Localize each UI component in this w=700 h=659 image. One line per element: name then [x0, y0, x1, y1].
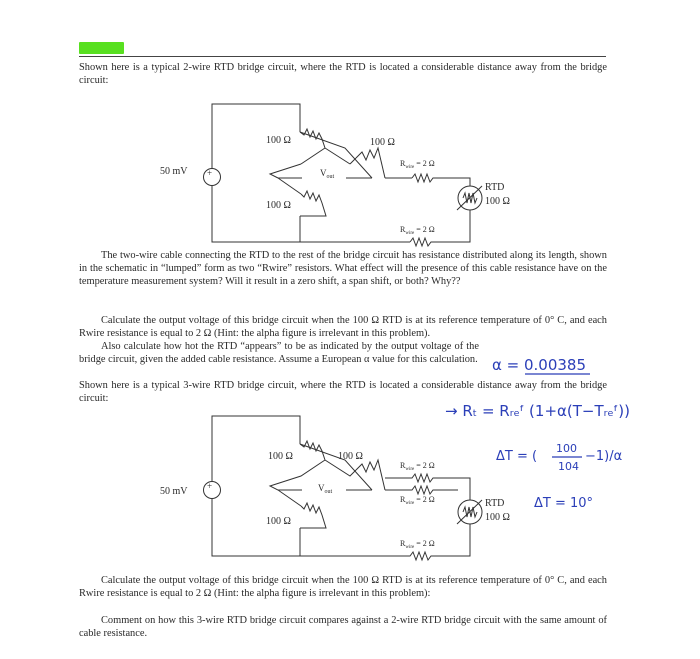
vout-sub: out	[326, 174, 335, 180]
rwire3-val: = 2 Ω	[414, 539, 435, 548]
rwire2-val: = 2 Ω	[414, 495, 435, 504]
r-bottom-left-label: 100 Ω	[266, 200, 291, 211]
rwire3-label: R	[400, 539, 406, 548]
rwire2-sub: wire	[405, 501, 415, 506]
source-label: 50 mV	[160, 166, 188, 177]
cable-question-text: The two-wire cable connecting the RTD to the rest of the bridge circuit has resistance distributed along its length, shown in the schematic in “lumped” form as two “Rwire” resistors. What effect will the presence of this cable resistance have on the temperature measurement system? Will it result in a zero shift, a span shift, or both? Why??	[79, 250, 607, 287]
handwritten-dt-rhs: −1)/α	[585, 449, 623, 464]
rwire-bottom-label: R	[400, 225, 406, 234]
plus-sign: +	[207, 168, 213, 178]
handwritten-rt-equation: → Rₜ = Rᵣₑᶠ (1+α(T−Tᵣₑᶠ))	[445, 402, 630, 420]
rwire1-sub: wire	[405, 467, 415, 472]
r-top-right-label: 100 Ω	[370, 137, 395, 148]
source-label-2: 50 mV	[160, 486, 188, 497]
r-top-right-label-2: 100 Ω	[338, 451, 363, 462]
rwire-top-sub: wire	[405, 165, 415, 170]
calc3-question-text: Calculate the output voltage of this bridge circuit when the 100 Ω RTD is at its reference temperature of 0° C, and each Rwire resistance is equal to 2 Ω (Hint: the alpha figure is irrelevant in this problem):	[79, 575, 607, 599]
rwire3-sub: wire	[405, 545, 415, 550]
vout-label: V	[320, 168, 327, 178]
r-top-left-label: 100 Ω	[266, 135, 291, 146]
rwire-bottom-val: = 2 Ω	[414, 225, 435, 234]
rwire1-label: R	[400, 461, 406, 470]
handwritten-dt-num: 100	[556, 442, 577, 455]
rwire-top-val: = 2 Ω	[414, 159, 435, 168]
rwire-top-label: R	[400, 159, 406, 168]
calc-question-text: Calculate the output voltage of this bridge circuit when the 100 Ω RTD is at its reference temperature of 0° C, and each Rwire resistance is equal to 2 Ω (Hint: the alpha figure is irrelevant in this problem).	[79, 315, 607, 339]
vout-label-2: V	[318, 483, 325, 493]
r-bottom-left-label-2: 100 Ω	[266, 516, 291, 527]
rwire2-label: R	[400, 495, 406, 504]
hot-question-text: Also calculate how hot the RTD “appears” to be as indicated by the output voltage of the bridge circuit, given the added cable resistance. Assume a European α value for this calculation.	[79, 341, 479, 365]
rwire-bottom-sub: wire	[405, 231, 415, 236]
handwritten-dt-result: ΔT = 10°	[534, 496, 594, 511]
handwritten-dt-den: 104	[558, 460, 579, 473]
rtd-label-2: RTD	[485, 498, 505, 509]
rwire1-val: = 2 Ω	[414, 461, 435, 470]
handwritten-dt-lhs: ΔT = (	[496, 449, 538, 464]
handwritten-alpha: α = 0.00385	[492, 356, 587, 374]
rtd-value: 100 Ω	[485, 196, 510, 207]
rtd-label: RTD	[485, 182, 505, 193]
plus-sign-2: +	[207, 481, 213, 491]
intro-2wire-text: Shown here is a typical 2-wire RTD bridge circuit, where the RTD is located a considerable distance away from the bridge circuit:	[79, 62, 607, 86]
r-top-left-label-2: 100 Ω	[268, 451, 293, 462]
comment-question-text: Comment on how this 3-wire RTD bridge circuit compares against a 2-wire RTD bridge circuit with the same amount of cable resistance.	[79, 615, 607, 639]
vout-sub-2: out	[324, 489, 333, 495]
rtd-value-2: 100 Ω	[485, 512, 510, 523]
intro-3wire-text: Shown here is a typical 3-wire RTD bridge circuit, where the RTD is located a considerable distance away from the bridge circuit:	[79, 380, 607, 404]
